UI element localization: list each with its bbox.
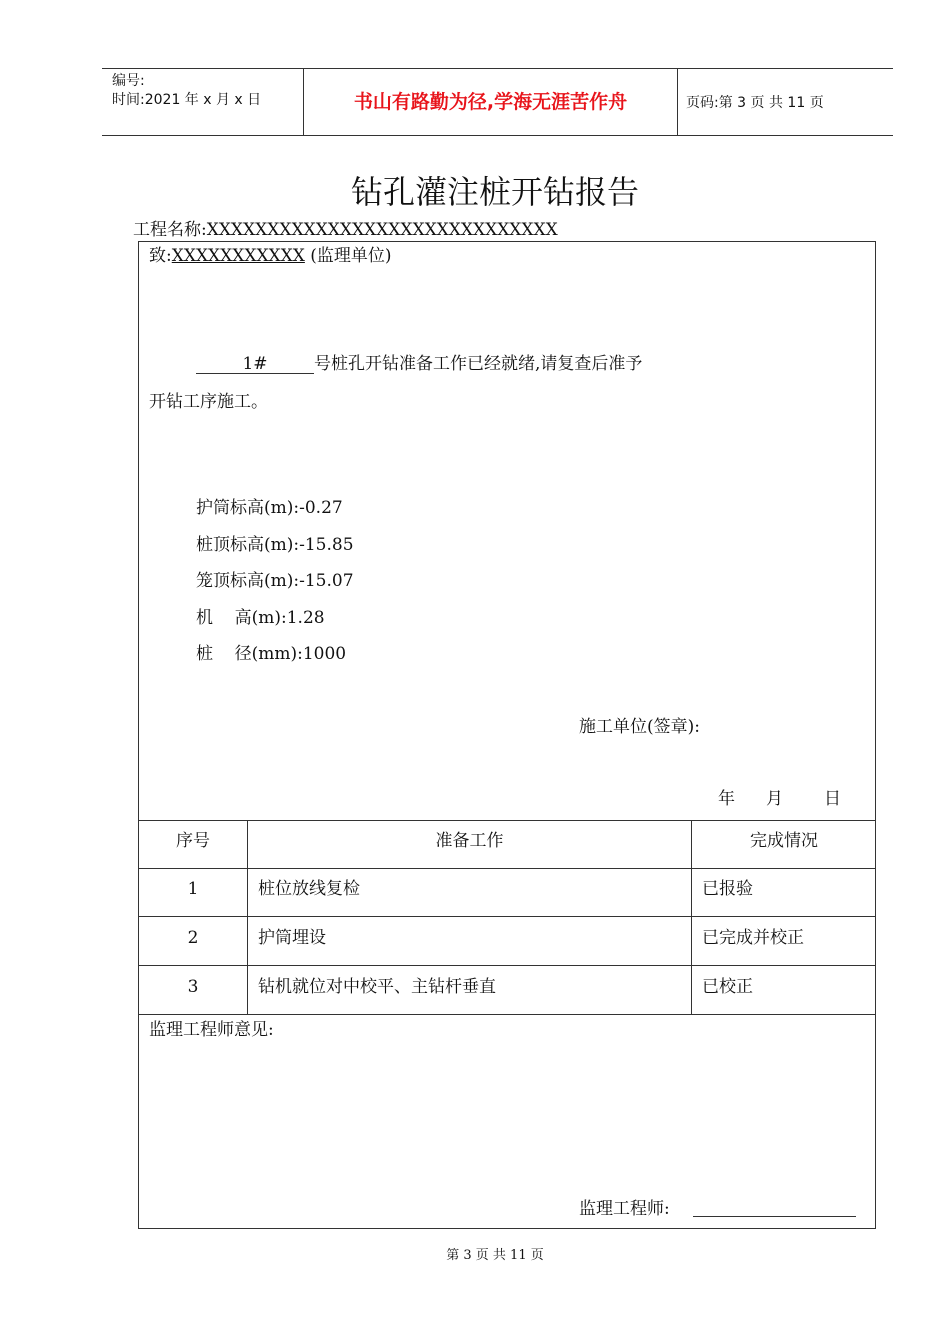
body-line-1 xyxy=(196,353,642,375)
header-top-rule xyxy=(102,68,893,69)
pile-number: 1# xyxy=(242,354,268,374)
table-row-1-index: 1 xyxy=(187,879,199,899)
page-footer: 第 3 页 共 11 页 xyxy=(446,1248,544,1263)
table-row-rule-3 xyxy=(138,965,876,966)
table-bottom-rule xyxy=(138,1014,876,1015)
param-cage-top-elevation: 笼顶标高(m):-15.07 xyxy=(196,571,354,591)
addressee-line xyxy=(149,245,392,267)
project-name: 工程名称:XXXXXXXXXXXXXXXXXXXXXXXXXXXXX xyxy=(133,220,558,240)
header-slogan: 书山有路勤为径,学海无涯苦作舟 xyxy=(353,91,628,113)
contractor-signature-label: 施工单位(签章): xyxy=(579,717,700,737)
header-bottom-rule xyxy=(102,135,893,136)
table-header-status: 完成情况 xyxy=(750,831,818,851)
header-time-label: 时间:2021 年 x 月 x 日 xyxy=(112,92,262,108)
header-divider-left xyxy=(303,69,304,136)
table-top-rule xyxy=(138,820,876,821)
table-row-2-index: 2 xyxy=(187,928,199,948)
table-row-rule-1 xyxy=(138,868,876,869)
header-page-label: 页码:第 3 页 共 11 页 xyxy=(686,95,824,111)
addressee-suffix: (监理单位) xyxy=(310,246,392,266)
table-row-1-status: 已报验 xyxy=(702,879,753,899)
body-line-1-text: 号桩孔开钻准备工作已经就绪,请复查后准予 xyxy=(314,354,643,374)
supervisor-opinion-label: 监理工程师意见: xyxy=(149,1020,274,1040)
pile-number-blank xyxy=(196,355,314,374)
param-casing-elevation: 护筒标高(m):-0.27 xyxy=(196,498,343,518)
table-row-3-work: 钻机就位对中校平、主钻杆垂直 xyxy=(258,977,496,997)
supervisor-signature-label: 监理工程师: xyxy=(579,1199,670,1219)
header-number-label: 编号: xyxy=(112,73,145,89)
table-row-3-status: 已校正 xyxy=(702,977,753,997)
page-title: 钻孔灌注桩开钻报告 xyxy=(350,173,639,211)
date-month: 月 xyxy=(766,789,783,809)
table-row-rule-2 xyxy=(138,916,876,917)
table-row-3-index: 3 xyxy=(187,977,199,997)
table-row-2-work: 护筒埋设 xyxy=(258,928,326,948)
table-row-1-work: 桩位放线复检 xyxy=(258,879,360,899)
addressee-name: XXXXXXXXXXX xyxy=(171,246,305,266)
table-row-2-status: 已完成并校正 xyxy=(702,928,804,948)
supervisor-signature-line xyxy=(693,1216,856,1217)
addressee-prefix: 致: xyxy=(149,246,172,266)
param-pile-diameter: 桩 径(mm):1000 xyxy=(196,644,347,664)
param-pile-top-elevation: 桩顶标高(m):-15.85 xyxy=(196,535,354,555)
header-divider-right xyxy=(677,69,678,136)
param-machine-height: 机 高(m):1.28 xyxy=(196,608,325,628)
body-line-2: 开钻工序施工。 xyxy=(149,392,268,412)
report-frame xyxy=(138,241,876,1229)
date-year: 年 xyxy=(718,789,735,809)
date-day: 日 xyxy=(824,789,841,809)
table-header-index: 序号 xyxy=(176,831,210,851)
table-header-work: 准备工作 xyxy=(435,831,504,851)
